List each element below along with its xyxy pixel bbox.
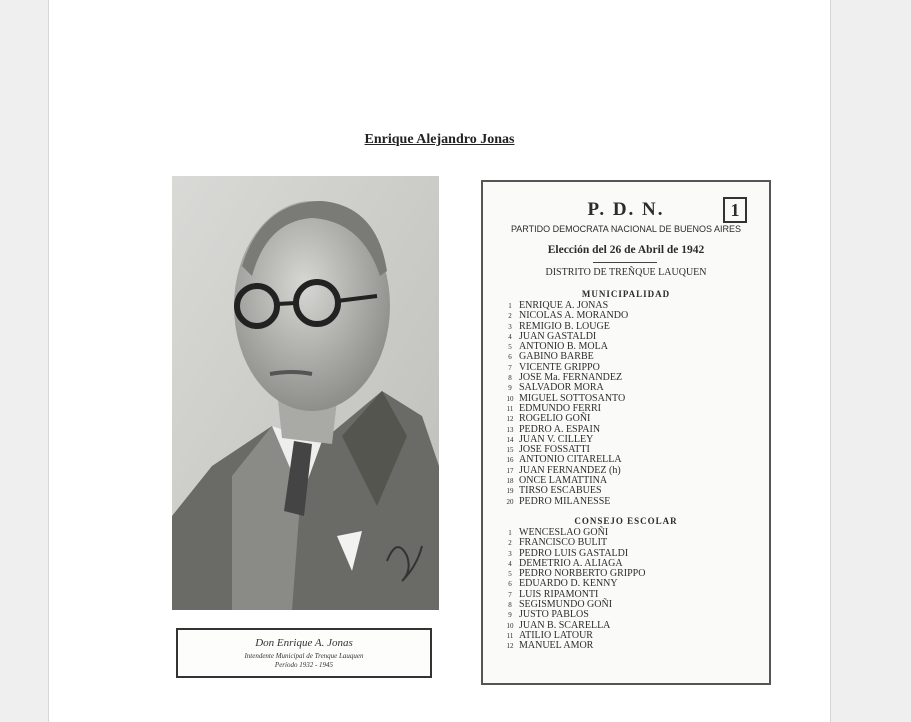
- candidate-number: 20: [506, 497, 514, 506]
- party-name: PARTIDO DEMOCRATA NACIONAL DE BUENOS AIRES: [510, 224, 742, 234]
- candidate-list-municipalidad: [501, 301, 759, 507]
- page-title: Enrique Alejandro Jonas: [364, 132, 515, 147]
- candidate-name: ONCE LAMATTINA: [519, 475, 608, 487]
- candidate-name: ANTONIO CITARELLA: [519, 454, 622, 466]
- candidate-name: FRANCISCO BULIT: [519, 537, 608, 549]
- candidate-name: DEMETRIO A. ALIAGA: [519, 557, 623, 569]
- candidate-name: ENRIQUE A. JONAS: [519, 300, 609, 311]
- election-ballot: [481, 180, 771, 685]
- candidate-number: 2: [508, 539, 512, 548]
- candidate-name: REMIGIO B. LOUGE: [519, 320, 610, 332]
- candidate-row: [501, 641, 759, 651]
- section-title-municipalidad: MUNICIPALIDAD: [581, 289, 671, 299]
- candidate-number: 4: [508, 332, 512, 341]
- document-page: [48, 0, 831, 722]
- candidate-name: SEGISMUNDO GOÑI: [519, 599, 613, 611]
- candidate-name: WENCESLAO GOÑI: [519, 527, 609, 538]
- candidate-name: MIGUEL SOTTOSANTO: [519, 392, 626, 404]
- candidate-number: 12: [506, 642, 514, 651]
- candidate-number: 6: [508, 580, 512, 589]
- candidate-name: JUAN FERNANDEZ (h): [519, 464, 621, 476]
- candidate-number: 7: [508, 590, 512, 599]
- candidate-number: 10: [506, 394, 514, 403]
- candidate-number: 6: [508, 353, 512, 362]
- ballot-number: 1: [723, 197, 747, 223]
- candidate-name: GABINO BARBE: [519, 351, 594, 363]
- candidate-name: TIRSO ESCABUES: [519, 485, 602, 497]
- candidate-number: 8: [508, 374, 512, 383]
- candidate-name: JUSTO PABLOS: [519, 609, 589, 621]
- candidate-name: SALVADOR MORA: [519, 382, 604, 394]
- candidate-number: 3: [508, 322, 512, 331]
- divider: [593, 262, 657, 263]
- candidate-row: [501, 497, 759, 507]
- candidate-name: PEDRO MILANESSE: [519, 495, 611, 507]
- candidate-name: PEDRO NORBERTO GRIPPO: [519, 568, 646, 580]
- candidate-number: 4: [508, 559, 512, 568]
- district-name: DISTRITO DE TREÑQUE LAUQUEN: [545, 267, 707, 278]
- candidate-name: ROGELIO GOÑI: [519, 413, 591, 425]
- candidate-number: 8: [508, 601, 512, 610]
- candidate-name: JOSE Ma. FERNANDEZ: [519, 372, 623, 384]
- candidate-number: 14: [506, 435, 514, 444]
- candidate-name: EDMUNDO FERRI: [519, 402, 601, 414]
- candidate-number: 7: [508, 363, 512, 372]
- candidate-name: VICENTE GRIPPO: [519, 361, 600, 373]
- candidate-number: 15: [506, 446, 514, 455]
- election-date: Elección del 26 de Abril de 1942: [547, 244, 705, 256]
- candidate-name: JUAN B. SCARELLA: [519, 619, 611, 631]
- candidate-number: 5: [508, 343, 512, 352]
- candidate-number: 12: [506, 415, 514, 424]
- candidate-name: JUAN GASTALDI: [519, 330, 597, 342]
- candidate-number: 10: [506, 621, 514, 630]
- candidate-number: 1: [508, 529, 512, 537]
- caption-period: Período 1932 - 1945: [274, 661, 334, 669]
- candidate-number: 9: [508, 611, 512, 620]
- candidate-list-consejo-escolar: [501, 528, 759, 652]
- candidate-number: 11: [506, 404, 514, 413]
- section-title-consejo-escolar: CONSEJO ESCOLAR: [574, 516, 678, 526]
- candidate-number: 3: [508, 549, 512, 558]
- party-acronym: P. D. N.: [587, 199, 665, 220]
- candidate-name: EDUARDO D. KENNY: [519, 578, 618, 590]
- candidate-number: 9: [508, 384, 512, 393]
- candidate-number: 18: [506, 477, 514, 486]
- candidate-name: PEDRO A. ESPAIN: [519, 423, 601, 435]
- candidate-name: ATILIO LATOUR: [519, 629, 593, 641]
- candidate-number: 1: [508, 302, 512, 310]
- candidate-name: PEDRO LUIS GASTALDI: [519, 547, 629, 559]
- candidate-number: 2: [508, 312, 512, 321]
- candidate-number: 5: [508, 570, 512, 579]
- candidate-name: LUIS RIPAMONTI: [519, 588, 599, 600]
- candidate-number: 17: [506, 466, 514, 475]
- caption-role: Intendente Municipal de Trenque Lauquen: [244, 652, 364, 660]
- candidate-name: JOSE FOSSATTI: [519, 444, 590, 456]
- candidate-number: 13: [506, 425, 514, 434]
- photo-caption: [176, 628, 432, 678]
- candidate-name: NICOLAS A. MORANDO: [519, 310, 629, 322]
- candidate-name: MANUEL AMOR: [519, 640, 594, 652]
- candidate-name: ANTONIO B. MOLA: [519, 341, 608, 353]
- candidate-number: 16: [506, 456, 514, 465]
- candidate-name: JUAN V. CILLEY: [519, 433, 594, 445]
- caption-name: Don Enrique A. Jonas: [255, 637, 353, 649]
- candidate-number: 19: [506, 487, 514, 496]
- candidate-number: 11: [506, 631, 514, 640]
- portrait-photo: [172, 176, 439, 610]
